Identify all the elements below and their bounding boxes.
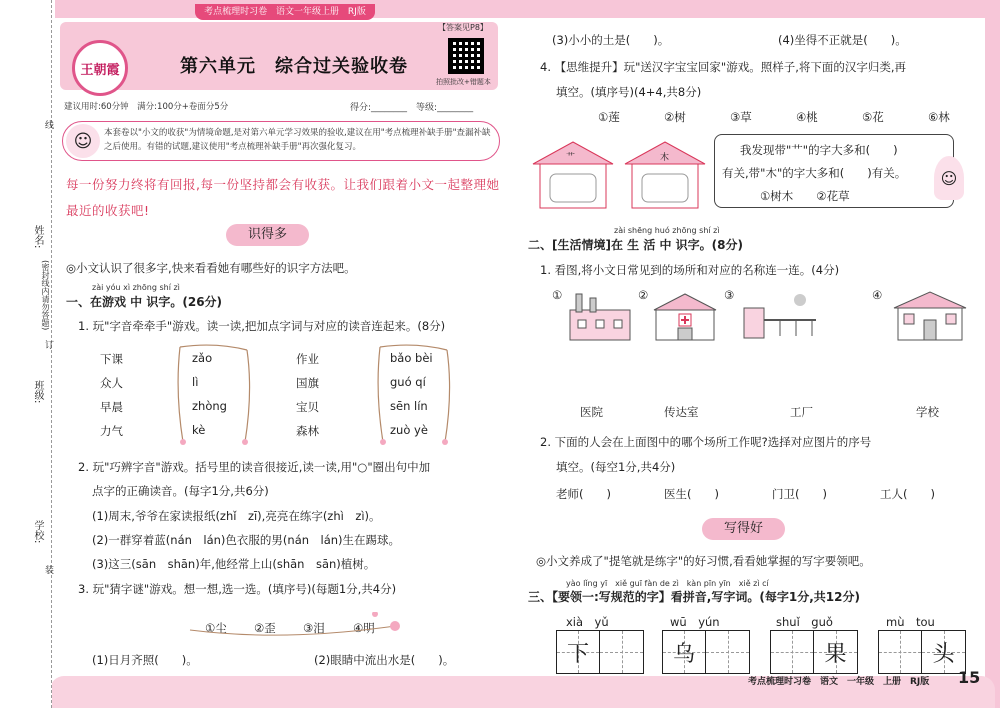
writing-grid-2[interactable] [662, 630, 750, 674]
q1-text: 1. 玩"字音牵牵手"游戏。读一读,把加点字词与对应的读音连起来。(8分) [78, 319, 446, 333]
qr-code-icon[interactable] [448, 38, 484, 74]
q4-option-6: ⑥林 [928, 110, 950, 124]
q4-option-4: ④桃 [796, 110, 818, 124]
q1-right-pinyin-3[interactable]: sēn lín [390, 399, 428, 413]
q3-option-3: ③泪 [303, 621, 325, 635]
house-label-grass: 艹 [566, 153, 576, 163]
school-icon [890, 290, 970, 342]
q4-text-line1: 4. 【思维提升】玩"送汉字宝宝回家"游戏。照样子,将下面的汉字归类,再 [540, 60, 907, 74]
writing-grid-1[interactable] [556, 630, 644, 674]
intro-text: 本套卷以"小文的收获"为情境命题,是对第六单元学习效果的验收,建议在用"考点梳理补缺手册"查漏补缺之后使用。有错的试题,建议使用"考点梳理补缺手册"再次强化复习。 [104, 128, 491, 152]
grid-cell[interactable] [879, 631, 922, 673]
q4-box-line-1[interactable]: 我发现带"艹"的字大多和( ) [740, 143, 898, 157]
part3-pinyin: yào lǐng yī xiě guī fàn de zì kàn pīn yīn xiě zì cí [566, 579, 769, 588]
binding-strip [0, 0, 52, 708]
q4-option-2: ②树 [664, 110, 686, 124]
q1-left-pinyin-2[interactable]: lì [192, 375, 199, 389]
q1-right-pinyin-1[interactable]: bǎo bèi [390, 351, 433, 365]
grid-cell[interactable] [600, 631, 643, 673]
writing-grid-4[interactable] [878, 630, 966, 674]
q1-right-pinyin-2[interactable]: guó qí [390, 375, 426, 389]
p2q2-text-line2: 填空。(每空1分,共4分) [556, 460, 676, 474]
grid-pinyin-4: mù tou [886, 615, 935, 629]
vine-decoration-icon [375, 342, 455, 450]
grid-cell[interactable]: 下 [557, 631, 600, 673]
name-label: 姓名: [32, 225, 43, 249]
q4-box-line-3: ①树木 ②花草 [760, 189, 850, 203]
top-banner [195, 4, 375, 20]
gatehouse-icon [740, 290, 820, 342]
motto-text: 每一份努力终将有回报,每一份坚持都会有收获。让我们跟着小文一起整理她最近的收获吧! [66, 177, 500, 218]
part2-pinyin: zài shēng huó zhōng shí zì [614, 226, 720, 235]
girl-character-icon: ☺ [934, 156, 964, 200]
vine-decoration-icon [175, 342, 255, 450]
q1-right-pinyin-4[interactable]: zuò yè [390, 423, 428, 437]
part3-title: 三、【要领一:写规范的字】看拼音,写字词。(每字1分,共12分) [528, 590, 860, 604]
q1-left-pinyin-4[interactable]: kè [192, 423, 206, 437]
p2q1-text: 1. 看图,将小文日常见到的场所和对应的名称连一连。(4分) [540, 263, 840, 277]
q1-left-pinyin-1[interactable]: zǎo [192, 351, 213, 365]
q4-text-line2: 填空。(填序号)(4+4,共8分) [556, 85, 702, 99]
q4-option-3: ③草 [730, 110, 752, 124]
q2-text-line2: 点字的正确读音。(每字1分,共6分) [92, 484, 269, 498]
q2-item-2[interactable]: (2)一群穿着蓝(nán lán)色衣服的男(nán lán)生在踢球。 [92, 533, 401, 547]
footer-text: 考点梳理时习卷 语文 一年级 上册 RJ版 [748, 677, 930, 687]
page-number: 15 [958, 668, 981, 687]
q1-right-word-2: 国旗 [296, 376, 319, 390]
job-teacher[interactable]: 老师( ) [556, 487, 611, 501]
banner-series: 考点梳理时习卷 [204, 7, 268, 17]
q3-option-2: ②歪 [254, 621, 276, 635]
q3-item-4[interactable]: (4)坐得不正就是( )。 [778, 33, 907, 47]
q3-item-3[interactable]: (3)小小的土是( )。 [552, 33, 670, 47]
q3-text: 3. 玩"猜字谜"游戏。想一想,选一选。(填序号)(每题1分,共4分) [78, 582, 397, 596]
q1-left-pinyin-3[interactable]: zhòng [192, 399, 227, 413]
seal-mark-1: 线 [43, 120, 53, 129]
part1-title: 一、在游戏 中 识字。(26分) [66, 295, 223, 309]
score-fields[interactable]: 得分:________ 等级:________ [350, 103, 474, 113]
exam-info: 建议用时:60分钟 满分:100分+卷面分5分 [64, 102, 229, 112]
p2q2-text-line1: 2. 下面的人会在上面图中的哪个场所工作呢?选择对应图片的序号 [540, 435, 872, 449]
job-doctor[interactable]: 医生( ) [664, 487, 719, 501]
q4-box-line-2[interactable]: 有关,带"木"的字大多和( )有关。 [722, 166, 907, 180]
q2-text-line1: 2. 玩"巧辨字音"游戏。括号里的读音很接近,读一读,用"○"圈出句中加 [78, 460, 431, 474]
q2-item-3[interactable]: (3)这三(sān shān)年,他经常上山(shān sān)植树。 [92, 557, 376, 571]
seal-mark-2: 订 [43, 340, 53, 349]
house-tree-icon [620, 134, 710, 214]
factory-icon [566, 290, 636, 342]
grid-cell[interactable]: 头 [922, 631, 965, 673]
right-border [985, 0, 1000, 708]
seal-mark-3: 装 [43, 565, 53, 574]
girl-avatar-icon: ☺ [66, 124, 100, 158]
banner-edition: RJ版 [347, 7, 366, 17]
q3-option-4: ④明 [353, 621, 375, 635]
part1-pinyin: zài yóu xì zhōng shí zì [92, 283, 180, 292]
q4-option-5: ⑤花 [862, 110, 884, 124]
q3-option-1: ①尘 [205, 621, 227, 635]
qr-caption: 拍照批改+错题本 [436, 78, 491, 86]
flower-vine-icon [185, 612, 415, 642]
q1-right-word-4: 森林 [296, 424, 319, 438]
hospital-icon [650, 290, 720, 342]
page-title: 第六单元 综合过关验收卷 [180, 56, 408, 77]
writing-grid-3[interactable] [770, 630, 858, 674]
scene-num-3: ③ [724, 288, 735, 302]
grid-cell[interactable]: 果 [814, 631, 857, 673]
q4-option-1: ①莲 [598, 110, 620, 124]
house-label-tree: 木 [660, 153, 670, 163]
grid-cell[interactable] [706, 631, 749, 673]
section-pill-write: 写得好 [702, 518, 785, 540]
grid-pinyin-1: xià yǔ [566, 615, 609, 629]
place-name-gatehouse[interactable]: 传达室 [664, 405, 699, 419]
q1-left-word-2: 众人 [100, 376, 123, 390]
q1-right-word-3: 宝贝 [296, 400, 319, 414]
answer-reference: 【答案见P8】 [438, 23, 488, 32]
scene-num-4: ④ [872, 288, 883, 302]
banner-subject: 语文一年级上册 [276, 7, 340, 17]
grid-pinyin-3: shuǐ guǒ [776, 615, 833, 629]
grid-cell[interactable] [771, 631, 814, 673]
section1-lead: ◎小文认识了很多字,快来看看她有哪些好的识字方法吧。 [66, 261, 356, 275]
grid-pinyin-2: wū yún [670, 615, 720, 629]
q1-left-word-1: 下课 [100, 352, 123, 366]
scene-num-1: ① [552, 288, 563, 302]
place-name-factory[interactable]: 工厂 [790, 405, 813, 419]
section-pill-recognize: 识得多 [226, 224, 309, 246]
q1-right-word-1: 作业 [296, 352, 319, 366]
grid-cell[interactable]: 乌 [663, 631, 706, 673]
job-worker[interactable]: 工人( ) [880, 487, 935, 501]
house-grass-icon [528, 134, 618, 214]
brand-logo: 王朝霞 [72, 40, 128, 96]
part2-title: 二、[生活情境]在 生 活 中 识字。(8分) [528, 238, 743, 252]
place-name-hospital[interactable]: 医院 [580, 405, 603, 419]
section2-lead: ◎小文养成了"提笔就是练字"的好习惯,看看她掌握的写字要领吧。 [536, 554, 871, 568]
q3-item-2[interactable]: (2)眼睛中流出水是( )。 [314, 653, 455, 667]
q3-item-1[interactable]: (1)日月齐照( )。 [92, 653, 198, 667]
seal-note: (密封线内请勿答题) [41, 260, 50, 331]
school-label: 学校: [32, 520, 43, 544]
q1-left-word-3: 早晨 [100, 400, 123, 414]
job-guard[interactable]: 门卫( ) [772, 487, 827, 501]
class-label: 班级: [32, 380, 43, 404]
q1-left-word-4: 力气 [100, 424, 123, 438]
q2-item-1[interactable]: (1)周末,爷爷在家读报纸(zhǐ zī),亮亮在练字(zhì zì)。 [92, 509, 381, 523]
place-name-school[interactable]: 学校 [916, 405, 939, 419]
scene-num-2: ② [638, 288, 649, 302]
